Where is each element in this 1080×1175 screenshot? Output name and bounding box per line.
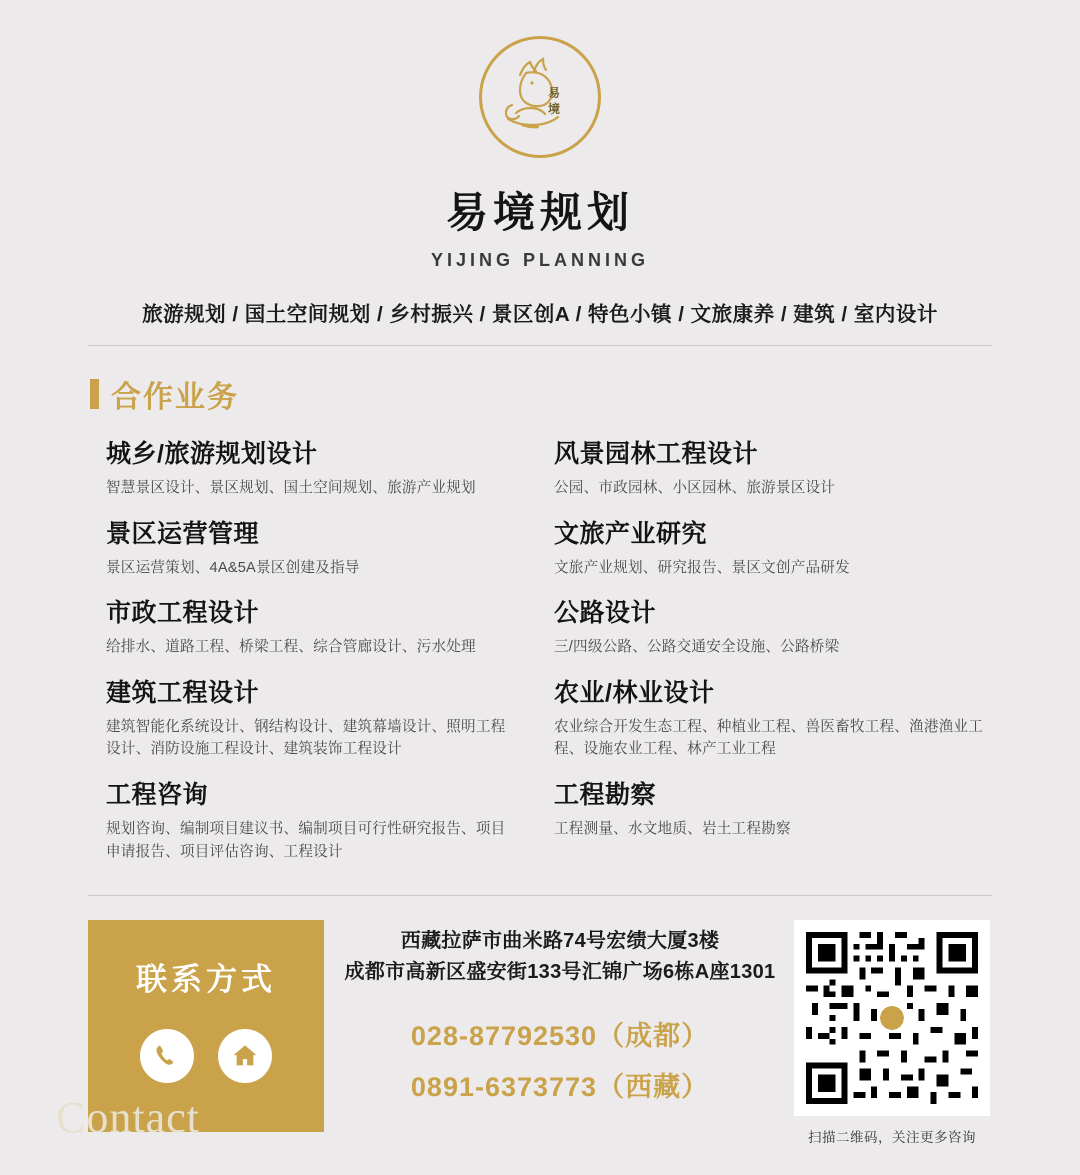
service-title: 建筑工程设计 [106,678,260,707]
phone-number: 0891-6373773（西藏） [410,1072,710,1103]
section-title: 合作业务 [111,381,239,414]
service-desc: 三/四级公路、公路交通安全设施、公路桥梁 [554,639,840,656]
contact-box-title: 联系方式 [136,962,276,998]
phone-list [342,1014,778,1104]
service-title: 文旅产业研究 [554,519,708,548]
services-column-left [88,434,540,877]
qr-code-image [794,920,990,1116]
address-line: 成都市高新区盛安街133号汇锦广场6栋A座1301 [344,961,776,984]
contact-icon-group [140,1029,272,1083]
brand-tagline: 旅游规划 / 国土空间规划 / 乡村振兴 / 景区创A / 特色小镇 / 文旅康养 / 建筑 / 室内设计 [88,297,992,346]
qr-code [794,920,990,1116]
service-desc: 景区运营策划、4A&5A景区创建及指导 [106,559,360,576]
service-title: 景区运营管理 [106,519,260,548]
service-item [106,775,514,863]
qr-area [792,920,992,1146]
service-desc: 公园、市政园林、小区园林、旅游景区设计 [554,480,836,496]
contact-section [88,920,992,1146]
service-title: 工程勘察 [554,781,657,810]
home-icon [218,1029,272,1083]
phone-number: 028-87792530（成都） [410,1021,710,1052]
service-item [106,673,514,761]
brand-name-en: YIJING PLANNING [430,250,650,270]
logo-circle [479,36,601,158]
service-title: 公路设计 [554,599,657,628]
service-item [106,514,514,580]
service-item [554,775,992,841]
contact-details [324,920,792,1116]
service-item [554,673,992,761]
logo-area [0,0,1080,158]
address-line: 西藏拉萨市曲米路74号宏绩大厦3楼 [400,930,720,953]
service-item [554,593,992,659]
service-item [106,434,514,500]
service-title: 市政工程设计 [106,599,260,628]
contact-divider [88,895,992,896]
service-desc: 智慧景区设计、景区规划、国土空间规划、旅游产业规划 [106,480,476,496]
service-item [554,514,992,580]
service-desc: 建筑智能化系统设计、钢结构设计、建筑幕墙设计、照明工程设计、消防设施工程设计、建筑装饰工程设计 [106,718,506,758]
section-accent-bar [90,379,99,409]
service-title: 工程咨询 [106,781,209,810]
services-grid [88,434,992,877]
svg-text:境: 境 [548,102,561,116]
service-desc: 给排水、道路工程、桥梁工程、综合管廊设计、污水处理 [106,639,476,656]
contact-english-word: Contact [56,1093,200,1142]
service-desc: 规划咨询、编制项目建议书、编制项目可行性研究报告、项目申请报告、项目评估咨询、工程设计 [106,821,506,860]
service-title: 农业/林业设计 [554,678,715,707]
home-icon-glyph [230,1041,260,1071]
service-desc: 文旅产业规划、研究报告、景区文创产品研发 [554,559,850,576]
brand-name-cn: 易境规划 [445,189,634,236]
service-item [106,593,514,659]
logo-deer-cloud-icon [482,39,592,149]
phone-icon [140,1029,194,1083]
phone-icon-glyph [152,1041,182,1071]
service-title: 风景园林工程设计 [554,440,759,468]
services-column-right [540,434,992,877]
logo-mark-text: 易 [548,86,561,100]
service-item [554,434,992,500]
section-heading [90,372,1080,416]
service-title: 城乡/旅游规划设计 [106,440,318,468]
service-desc: 工程测量、水文地质、岩土工程勘察 [554,821,791,838]
service-desc: 农业综合开发生态工程、种植业工程、兽医畜牧工程、渔港渔业工程、设施农业工程、林产工业工程 [554,718,984,758]
qr-note: 扫描二维码，关注更多咨询 [808,1130,976,1146]
